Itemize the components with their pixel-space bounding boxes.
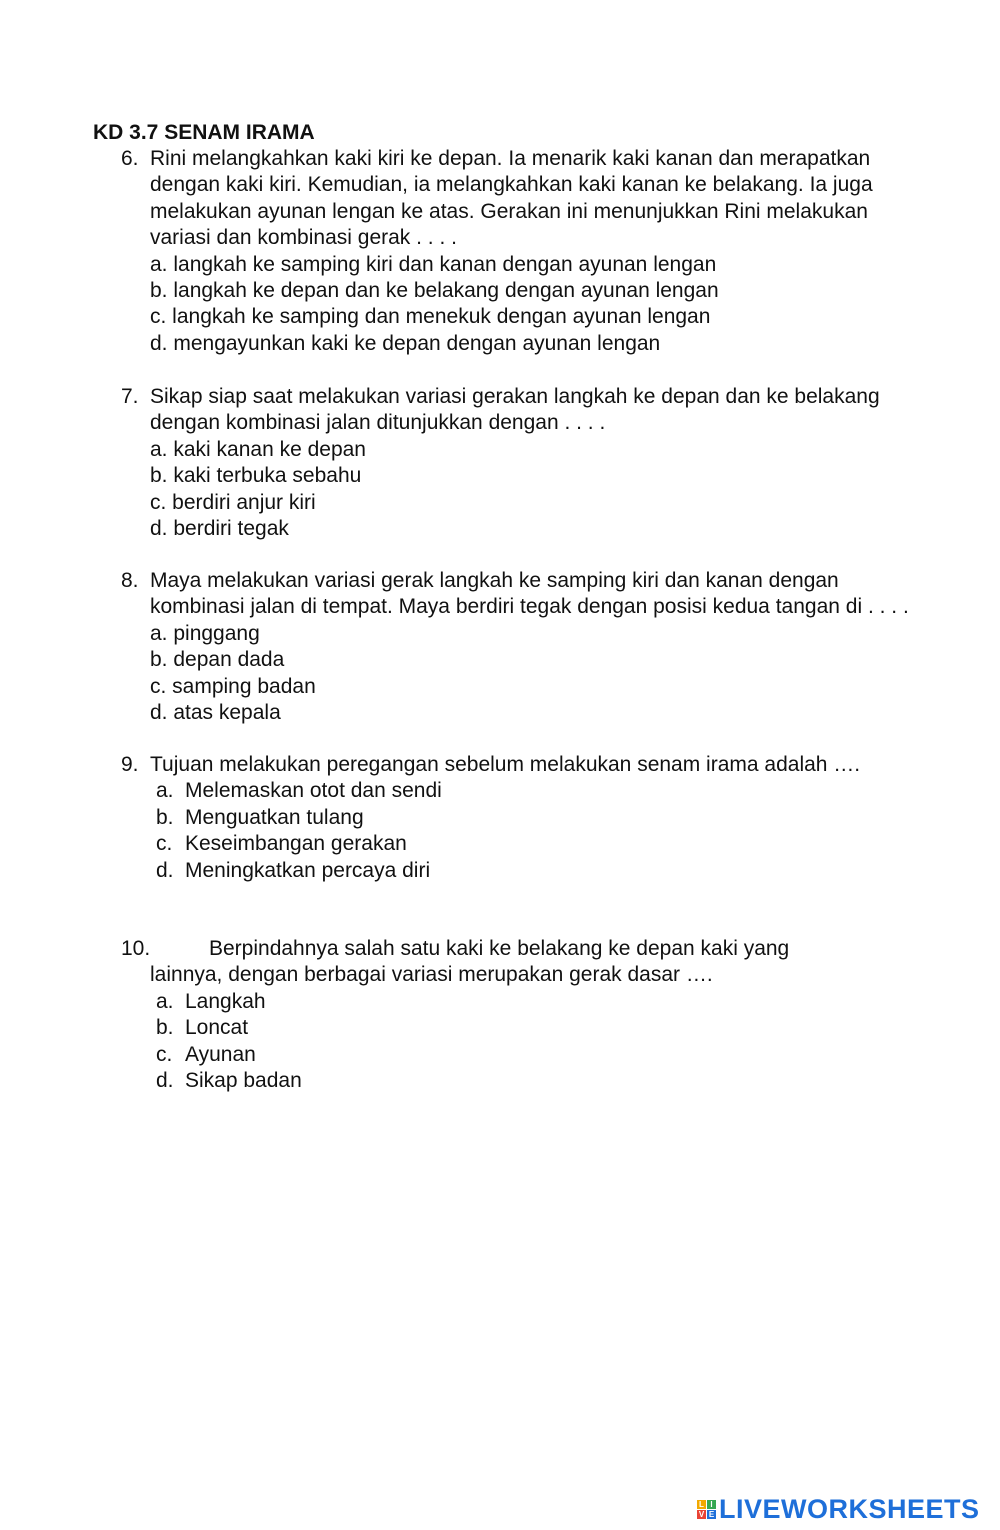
option-text: Sikap badan [185,1069,302,1093]
option-d[interactable] [156,858,900,884]
option-letter: b. [156,805,174,829]
logo-icon [697,1500,716,1519]
worksheet-title: KD 3.7 SENAM IRAMA [93,121,315,144]
option-list [156,989,789,1095]
option-text: Langkah [185,989,266,1013]
logo-tile: E [708,1509,715,1519]
option-letter: a. [156,989,174,1013]
option-a[interactable]: a. pinggang [150,621,260,645]
option-b[interactable]: b. langkah ke depan dan ke belakang dengan ayunan lengan [150,279,719,303]
option-c[interactable]: c. langkah ke samping dan menekuk dengan ayunan lengan [150,305,711,329]
question-9 [121,752,900,884]
question-8 [121,568,910,726]
question-10 [121,936,789,1094]
question-number: 6. [121,147,139,170]
option-letter: a. [156,779,174,803]
option-text: Keseimbangan gerakan [185,832,407,856]
option-list [150,252,930,358]
logo-tile: V [698,1509,705,1519]
option-letter: b. [156,1016,174,1040]
option-c[interactable] [156,1042,789,1068]
option-text: Meningkatkan percaya diri [185,858,431,882]
liveworksheets-logo[interactable] [697,1493,980,1525]
option-c[interactable] [156,831,900,857]
option-list [150,621,910,727]
option-b[interactable] [156,1015,789,1041]
question-text: Sikap siap saat melakukan variasi gerakan langkah ke depan dan ke belakang dengan kombinasi jalan ditunjukkan dengan . . . . [150,385,880,435]
option-c[interactable]: c. samping badan [150,674,316,698]
logo-tile: L [697,1500,706,1509]
option-text: Loncat [185,1016,249,1040]
option-list [156,778,900,884]
question-number: 8. [121,569,139,592]
option-letter: d. [156,1069,174,1093]
brand-name: LIVEWORKSHEETS [719,1493,980,1524]
question-6 [121,146,930,357]
option-letter: d. [156,858,174,882]
question-text: Tujuan melakukan peregangan sebelum melakukan senam irama adalah …. [150,753,861,776]
question-text: Rini melangkahkan kaki kiri ke depan. Ia menarik kaki kanan dan merapatkan dengan kaki kiri. Kemudian, ia melangkahkan kaki kanan ke belakang. Ia juga melakukan ayunan lengan ke atas. Gerakan ini menunjukkan Rini melakukan variasi dan kombinasi gerak . . . . [150,147,873,250]
option-letter: c. [156,1042,173,1066]
question-number: 9. [121,753,139,776]
option-a[interactable]: a. kaki kanan ke depan [150,437,366,461]
option-b[interactable]: b. depan dada [150,648,285,672]
question-text-line-2: lainnya, dengan berbagai variasi merupakan gerak dasar …. [150,963,713,987]
question-text: Berpindahnya salah satu kaki ke belakang ke depan kaki yang [209,937,790,960]
question-text-line-1 [121,936,789,962]
logo-tile: I [707,1500,716,1509]
option-d[interactable] [156,1068,789,1094]
option-b[interactable] [156,805,900,831]
question-number: 7. [121,385,139,408]
option-a[interactable]: a. langkah ke samping kiri dan kanan dengan ayunan lengan [150,252,717,276]
option-text: Melemaskan otot dan sendi [185,779,442,803]
option-d[interactable]: d. berdiri tegak [150,517,289,541]
option-a[interactable] [156,989,789,1015]
option-d[interactable]: d. mengayunkan kaki ke depan dengan ayunan lengan [150,331,661,355]
option-a[interactable] [156,778,900,804]
option-letter: c. [156,832,173,856]
question-7 [121,384,930,542]
option-text: Ayunan [185,1042,256,1066]
option-c[interactable]: c. berdiri anjur kiri [150,490,316,514]
question-text: Maya melakukan variasi gerak langkah ke samping kiri dan kanan dengan kombinasi jalan di tempat. Maya berdiri tegak dengan posisi kedua tangan di . . . . [150,569,909,619]
option-d[interactable]: d. atas kepala [150,701,281,725]
option-list [150,437,930,543]
question-number: 10. [121,937,151,960]
option-text: Menguatkan tulang [185,805,364,829]
option-b[interactable]: b. kaki terbuka sebahu [150,464,362,488]
